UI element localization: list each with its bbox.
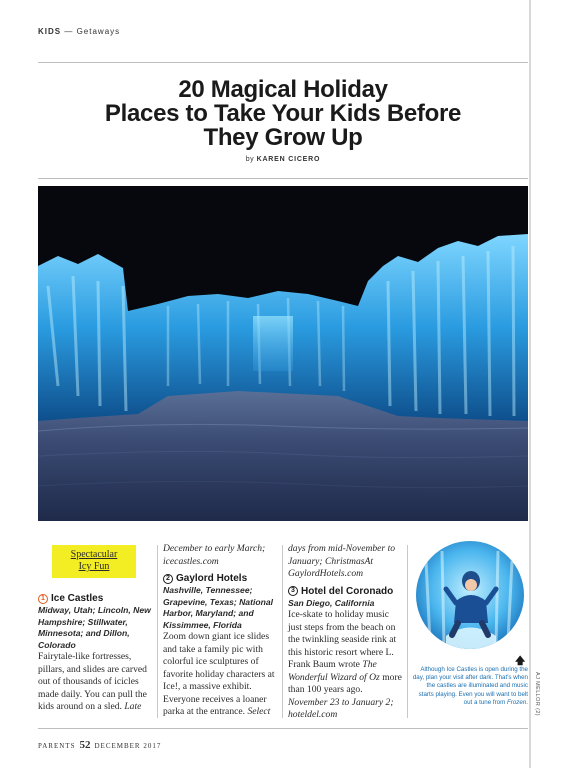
item-title-hotel-del-coronado xyxy=(288,585,402,598)
title-rule xyxy=(38,178,528,179)
caption-text: Although Ice Castles is open during the day, plan your visit after dark. That's when the castles are illuminated and music starts playing. Even you will want to belt out a tune from xyxy=(412,666,528,706)
item-location: Nashville, Tennessee; Grapevine, Texas; National Harbor, Maryland; and Kissimmee, Florida xyxy=(163,585,274,630)
page-footer xyxy=(38,739,161,751)
article-title xyxy=(38,78,528,150)
item-body xyxy=(288,609,402,722)
item-location: Midway, Utah; Lincoln, New Hampshire; Stillwater, Minnesota; and Dillon, Colorado xyxy=(38,605,151,650)
item-title-text: Gaylord Hotels xyxy=(176,573,248,584)
arrow-up-icon: 🡅 xyxy=(515,656,526,667)
item-body-text: Fairytale-like fortresses, pillars, and slides are carved out of thousands of icicles made daily. You can pull the kids around on a sled. xyxy=(38,651,147,712)
tag-line-1: Spectacular xyxy=(70,549,118,560)
section-name: KIDS xyxy=(38,27,62,36)
item-body-italic: Select xyxy=(247,706,271,717)
column-2 xyxy=(163,543,277,719)
column-divider xyxy=(282,545,283,718)
magazine-name: PARENTS xyxy=(38,742,76,750)
photo-credit: AJ MELLOR (2) xyxy=(534,672,540,717)
issue-date: DECEMBER 2017 xyxy=(94,742,162,750)
item-title-text: Hotel del Coronado xyxy=(301,585,394,597)
hero-photo-ice-castles xyxy=(38,186,528,521)
top-rule xyxy=(38,62,528,63)
item-body xyxy=(38,651,152,714)
section-tag xyxy=(52,545,136,578)
item-number: 1 xyxy=(38,594,48,604)
item-body-text: Zoom down giant ice slides and take a family pic with colorful ice sculptures of favorite holiday characters at Ice!, a massive exhibit. Everyone receives a loaner parka at the entrance. xyxy=(163,631,275,717)
column-divider xyxy=(407,545,408,718)
item-body xyxy=(163,631,277,719)
item-location: San Diego, California xyxy=(288,597,375,608)
page-gutter xyxy=(529,0,531,768)
photo-caption xyxy=(412,666,528,707)
footer-rule xyxy=(38,728,528,729)
caption-end: . xyxy=(526,698,528,706)
tag-line-2: Icy Fun xyxy=(78,561,110,572)
child-on-ice-slide-illustration xyxy=(416,541,524,649)
author-name: KAREN CICERO xyxy=(256,156,321,163)
child-sledding-photo xyxy=(416,541,524,649)
byline xyxy=(38,156,528,163)
column-3 xyxy=(288,543,402,722)
byline-prefix: by xyxy=(245,156,255,163)
item-2-continued: days from mid-November to January; ChristmasAt GaylordHotels.com xyxy=(288,543,396,579)
title-line-2: Places to Take Your Kids Before xyxy=(104,100,462,127)
item-title-gaylord-hotels xyxy=(163,572,277,585)
item-book-title: The Wonderful Wizard of Oz xyxy=(288,659,380,683)
title-line-3: They Grow Up xyxy=(203,124,363,151)
ice-castle-illustration xyxy=(38,186,528,521)
subsection-name: — Getaways xyxy=(64,27,121,36)
column-divider xyxy=(157,545,158,718)
item-title-text: Ice Castles xyxy=(51,593,104,604)
item-title-ice-castles xyxy=(38,592,152,605)
section-label xyxy=(38,27,120,36)
column-1 xyxy=(38,543,152,714)
title-line-1: 20 Magical Holiday xyxy=(178,76,388,103)
item-1-continued: December to early March; icecastles.com xyxy=(163,543,266,567)
item-dates: November 23 to January 2; hoteldel.com xyxy=(288,696,394,720)
item-number: 3 xyxy=(288,586,298,596)
page-number: 52 xyxy=(79,739,91,751)
item-number: 2 xyxy=(163,574,173,584)
item-body-text: Ice-skate to holiday music just steps from the beach on the twinkling seaside rink at this historic resort where L. Frank Baum wrote xyxy=(288,609,397,670)
caption-movie: Frozen xyxy=(507,698,527,706)
item-body-italic: Late xyxy=(124,701,142,712)
item-body-after: more than 100 years ago. xyxy=(288,671,402,695)
